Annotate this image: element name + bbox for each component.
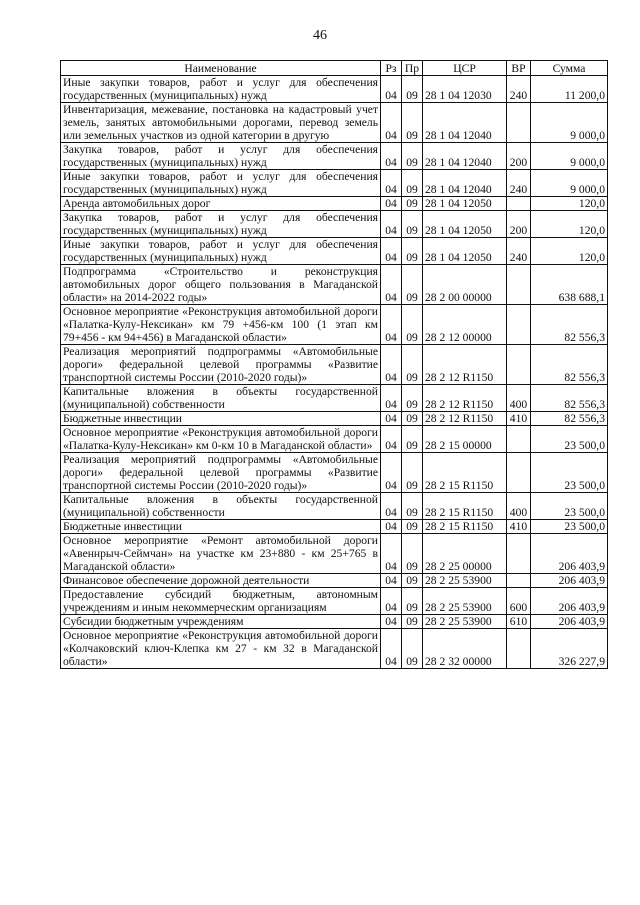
- row-pr: 09: [402, 143, 423, 170]
- row-vr: 240: [507, 76, 531, 103]
- table-row: [61, 574, 608, 588]
- row-pr: 09: [402, 615, 423, 629]
- table-row: [61, 615, 608, 629]
- row-rz: 04: [381, 629, 402, 669]
- row-pr: 09: [402, 103, 423, 143]
- row-name: Субсидии бюджетным учреждениям: [61, 615, 381, 629]
- row-sum: 23 500,0: [531, 493, 608, 520]
- row-pr: 09: [402, 588, 423, 615]
- header-pr: Пр: [402, 61, 423, 76]
- row-csr: 28 1 04 12040: [423, 103, 507, 143]
- row-rz: 04: [381, 385, 402, 412]
- row-rz: 04: [381, 305, 402, 345]
- row-rz: 04: [381, 143, 402, 170]
- row-vr: 400: [507, 385, 531, 412]
- row-csr: 28 2 25 00000: [423, 534, 507, 574]
- row-name: Бюджетные инвестиции: [61, 520, 381, 534]
- row-pr: 09: [402, 426, 423, 453]
- row-rz: 04: [381, 493, 402, 520]
- row-rz: 04: [381, 534, 402, 574]
- row-name: Основное мероприятие «Реконструкция автомобильной дороги «Колчаковский ключ-Клепка км 27 - км 32 в Магаданской области»: [61, 629, 381, 669]
- row-pr: 09: [402, 453, 423, 493]
- row-name: Закупка товаров, работ и услуг для обеспечения государственных (муниципальных) нужд: [61, 211, 381, 238]
- row-csr: 28 1 04 12050: [423, 238, 507, 265]
- row-rz: 04: [381, 412, 402, 426]
- row-sum: 120,0: [531, 197, 608, 211]
- table-row: [61, 453, 608, 493]
- row-sum: 206 403,9: [531, 574, 608, 588]
- row-vr: 610: [507, 615, 531, 629]
- table-row: [61, 493, 608, 520]
- row-name: Реализация мероприятий подпрограммы «Автомобильные дороги» федеральной целевой программы «Развитие транспортной системы России (2010-2020 годы)»: [61, 453, 381, 493]
- row-csr: 28 1 04 12030: [423, 76, 507, 103]
- row-pr: 09: [402, 520, 423, 534]
- row-sum: 82 556,3: [531, 412, 608, 426]
- row-pr: 09: [402, 170, 423, 197]
- row-rz: 04: [381, 520, 402, 534]
- row-csr: 28 2 12 00000: [423, 305, 507, 345]
- row-csr: 28 2 25 53900: [423, 615, 507, 629]
- row-csr: 28 2 12 R1150: [423, 385, 507, 412]
- row-pr: 09: [402, 574, 423, 588]
- table-row: [61, 143, 608, 170]
- row-sum: 11 200,0: [531, 76, 608, 103]
- row-name: Подпрограмма «Строительство и реконструкция автомобильных дорог общего пользования в Магаданской области» на 2014-2022 годы»: [61, 265, 381, 305]
- row-sum: 326 227,9: [531, 629, 608, 669]
- row-csr: 28 2 15 00000: [423, 426, 507, 453]
- row-rz: 04: [381, 170, 402, 197]
- row-rz: 04: [381, 426, 402, 453]
- row-name: Иные закупки товаров, работ и услуг для обеспечения государственных (муниципальных) нужд: [61, 238, 381, 265]
- table-row: [61, 426, 608, 453]
- row-rz: 04: [381, 588, 402, 615]
- row-name: Предоставление субсидий бюджетным, автономным учреждениям и иным некоммерческим организациям: [61, 588, 381, 615]
- row-csr: 28 1 04 12050: [423, 211, 507, 238]
- row-csr: 28 1 04 12040: [423, 143, 507, 170]
- row-csr: 28 2 15 R1150: [423, 493, 507, 520]
- header-vr: ВР: [507, 61, 531, 76]
- table-row: [61, 265, 608, 305]
- row-name: Реализация мероприятий подпрограммы «Автомобильные дороги» федеральной целевой программы «Развитие транспортной системы России (2010-2020 годы)»: [61, 345, 381, 385]
- table-row: [61, 534, 608, 574]
- row-sum: 9 000,0: [531, 103, 608, 143]
- row-csr: 28 2 32 00000: [423, 629, 507, 669]
- table-row: [61, 238, 608, 265]
- table-row: [61, 345, 608, 385]
- row-vr: 200: [507, 211, 531, 238]
- header-csr: ЦСР: [423, 61, 507, 76]
- table-row: [61, 412, 608, 426]
- row-sum: 206 403,9: [531, 534, 608, 574]
- row-rz: 04: [381, 197, 402, 211]
- row-pr: 09: [402, 493, 423, 520]
- row-name: Закупка товаров, работ и услуг для обеспечения государственных (муниципальных) нужд: [61, 143, 381, 170]
- row-sum: 120,0: [531, 211, 608, 238]
- table-row: [61, 385, 608, 412]
- row-vr: 240: [507, 238, 531, 265]
- row-vr: [507, 345, 531, 385]
- row-vr: [507, 453, 531, 493]
- table-row: [61, 305, 608, 345]
- row-vr: 410: [507, 412, 531, 426]
- row-pr: 09: [402, 385, 423, 412]
- row-sum: 23 500,0: [531, 520, 608, 534]
- row-vr: [507, 574, 531, 588]
- row-pr: 09: [402, 265, 423, 305]
- row-vr: 400: [507, 493, 531, 520]
- row-rz: 04: [381, 345, 402, 385]
- table-header-row: [61, 61, 608, 76]
- table-row: [61, 629, 608, 669]
- row-rz: 04: [381, 103, 402, 143]
- table-row: [61, 211, 608, 238]
- row-vr: 600: [507, 588, 531, 615]
- row-name: Основное мероприятие «Ремонт автомобильной дороги «Авеннрыч-Сеймчан» на участке км 23+880 - км 25+765 в Магаданской области»: [61, 534, 381, 574]
- header-name: Наименование: [61, 61, 381, 76]
- row-rz: 04: [381, 211, 402, 238]
- table-row: [61, 520, 608, 534]
- row-pr: 09: [402, 629, 423, 669]
- row-vr: 200: [507, 143, 531, 170]
- row-csr: 28 2 15 R1150: [423, 520, 507, 534]
- row-sum: 23 500,0: [531, 426, 608, 453]
- row-rz: 04: [381, 615, 402, 629]
- row-vr: [507, 103, 531, 143]
- row-sum: 82 556,3: [531, 345, 608, 385]
- row-name: Иные закупки товаров, работ и услуг для обеспечения государственных (муниципальных) нужд: [61, 76, 381, 103]
- row-vr: [507, 629, 531, 669]
- row-sum: 206 403,9: [531, 588, 608, 615]
- row-vr: 240: [507, 170, 531, 197]
- row-name: Капитальные вложения в объекты государственной (муниципальной) собственности: [61, 385, 381, 412]
- row-vr: 410: [507, 520, 531, 534]
- row-csr: 28 1 04 12050: [423, 197, 507, 211]
- header-rz: Рз: [381, 61, 402, 76]
- row-vr: [507, 197, 531, 211]
- row-csr: 28 2 12 R1150: [423, 412, 507, 426]
- row-pr: 09: [402, 305, 423, 345]
- row-sum: 638 688,1: [531, 265, 608, 305]
- row-sum: 120,0: [531, 238, 608, 265]
- page-number: 46: [313, 28, 327, 43]
- table-row: [61, 170, 608, 197]
- table-row: [61, 103, 608, 143]
- row-csr: 28 2 00 00000: [423, 265, 507, 305]
- row-csr: 28 2 25 53900: [423, 588, 507, 615]
- row-sum: 23 500,0: [531, 453, 608, 493]
- row-pr: 09: [402, 197, 423, 211]
- table-row: [61, 588, 608, 615]
- row-csr: 28 1 04 12040: [423, 170, 507, 197]
- row-name: Иные закупки товаров, работ и услуг для обеспечения государственных (муниципальных) нужд: [61, 170, 381, 197]
- row-csr: 28 2 25 53900: [423, 574, 507, 588]
- row-name: Основное мероприятие «Реконструкция автомобильной дороги «Палатка-Кулу-Нексикан» км 79 +456-км 100 (1 этап км 79+456 - км 94+456) в Магаданской области»: [61, 305, 381, 345]
- row-name: Основное мероприятие «Реконструкция автомобильной дороги «Палатка-Кулу-Нексикан» км 0-км 10 в Магаданской области»: [61, 426, 381, 453]
- header-sum: Сумма: [531, 61, 608, 76]
- row-pr: 09: [402, 238, 423, 265]
- row-pr: 09: [402, 345, 423, 385]
- row-pr: 09: [402, 534, 423, 574]
- row-vr: [507, 305, 531, 345]
- row-sum: 82 556,3: [531, 385, 608, 412]
- row-rz: 04: [381, 238, 402, 265]
- table-row: [61, 197, 608, 211]
- row-rz: 04: [381, 76, 402, 103]
- row-pr: 09: [402, 76, 423, 103]
- row-pr: 09: [402, 211, 423, 238]
- row-vr: [507, 426, 531, 453]
- row-rz: 04: [381, 574, 402, 588]
- row-vr: [507, 534, 531, 574]
- row-sum: 9 000,0: [531, 170, 608, 197]
- row-csr: 28 2 12 R1150: [423, 345, 507, 385]
- row-pr: 09: [402, 412, 423, 426]
- row-vr: [507, 265, 531, 305]
- row-name: Финансовое обеспечение дорожной деятельности: [61, 574, 381, 588]
- table-row: [61, 76, 608, 103]
- row-rz: 04: [381, 453, 402, 493]
- budget-table: [60, 60, 608, 669]
- row-rz: 04: [381, 265, 402, 305]
- row-sum: 206 403,9: [531, 615, 608, 629]
- row-sum: 9 000,0: [531, 143, 608, 170]
- row-name: Инвентаризация, межевание, постановка на кадастровый учет земель, занятых автомобильными дорогами, перевод земель или земельных участков из одной категории в другую: [61, 103, 381, 143]
- row-sum: 82 556,3: [531, 305, 608, 345]
- row-name: Аренда автомобильных дорог: [61, 197, 381, 211]
- row-name: Бюджетные инвестиции: [61, 412, 381, 426]
- row-name: Капитальные вложения в объекты государственной (муниципальной) собственности: [61, 493, 381, 520]
- row-csr: 28 2 15 R1150: [423, 453, 507, 493]
- table-body: [61, 76, 608, 669]
